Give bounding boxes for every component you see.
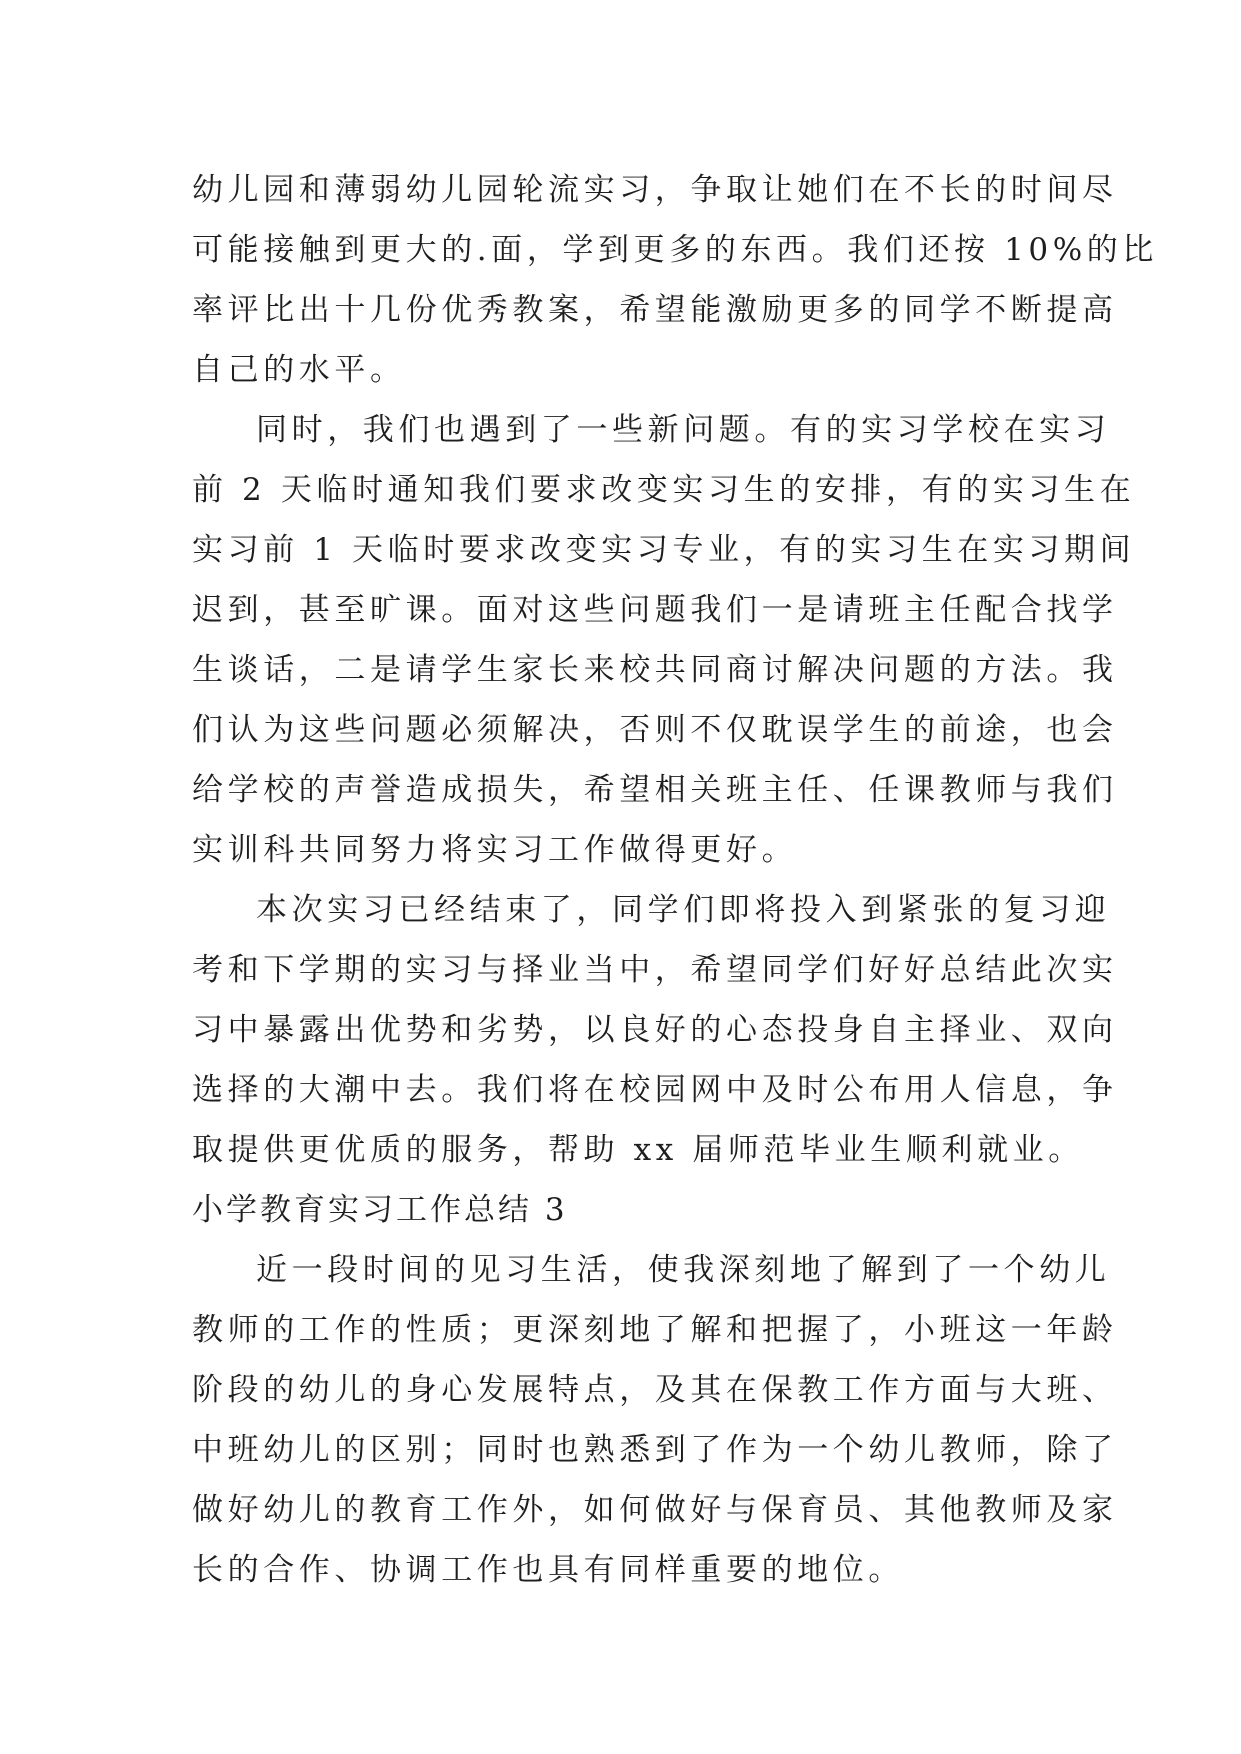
paragraph-first-line: 同时，我们也遇到了一些新问题。有的实习学校在实习 [256,412,1111,448]
text-line: 可能接触到更大的.面，学到更多的东西。我们还按 10%的比 [192,232,1159,268]
text-line: 习中暴露出优势和劣势，以良好的心态投身自主择业、双向 [192,1012,1118,1048]
text-line: 实习前 1 天临时要求改变实习专业，有的实习生在实习期间 [192,532,1136,568]
paragraph-first-line: 本次实习已经结束了，同学们即将投入到紧张的复习迎 [256,892,1111,928]
document-body [192,160,1159,1600]
text-line: 做好幼儿的教育工作外，如何做好与保育员、其他教师及家 [192,1492,1118,1528]
text-line: 考和下学期的实习与择业当中，希望同学们好好总结此次实 [192,952,1118,988]
text-line: 生谈话，二是请学生家长来校共同商讨解决问题的方法。我 [192,652,1118,688]
text-line: 自己的水平。 [192,352,406,388]
text-line: 教师的工作的性质；更深刻地了解和把握了，小班这一年龄 [192,1312,1118,1348]
text-line: 率评比出十几份优秀教案，希望能激励更多的同学不断提高 [192,292,1118,328]
text-line: 中班幼儿的区别；同时也熟悉到了作为一个幼儿教师，除了 [192,1432,1118,1468]
text-line: 幼儿园和薄弱幼儿园轮流实习，争取让她们在不长的时间尽 [192,172,1118,208]
text-line: 选择的大潮中去。我们将在校园网中及时公布用人信息，争 [192,1072,1118,1108]
text-line: 实训科共同努力将实习工作做得更好。 [192,832,798,868]
text-line: 取提供更优质的服务，帮助 xx 届师范毕业生顺利就业。 [192,1132,1084,1168]
text-line: 给学校的声誉造成损失，希望相关班主任、任课教师与我们 [192,772,1118,808]
paragraph-first-line: 近一段时间的见习生活，使我深刻地了解到了一个幼儿 [256,1252,1111,1288]
text-line: 们认为这些问题必须解决，否则不仅耽误学生的前途，也会 [192,712,1118,748]
text-line: 迟到，甚至旷课。面对这些问题我们一是请班主任配合找学 [192,592,1118,628]
text-line: 阶段的幼儿的身心发展特点，及其在保教工作方面与大班、 [192,1372,1118,1408]
text-line: 前 2 天临时通知我们要求改变实习生的安排，有的实习生在 [192,472,1136,508]
section-heading: 小学教育实习工作总结 3 [192,1192,568,1228]
text-line: 长的合作、协调工作也具有同样重要的地位。 [192,1552,904,1588]
